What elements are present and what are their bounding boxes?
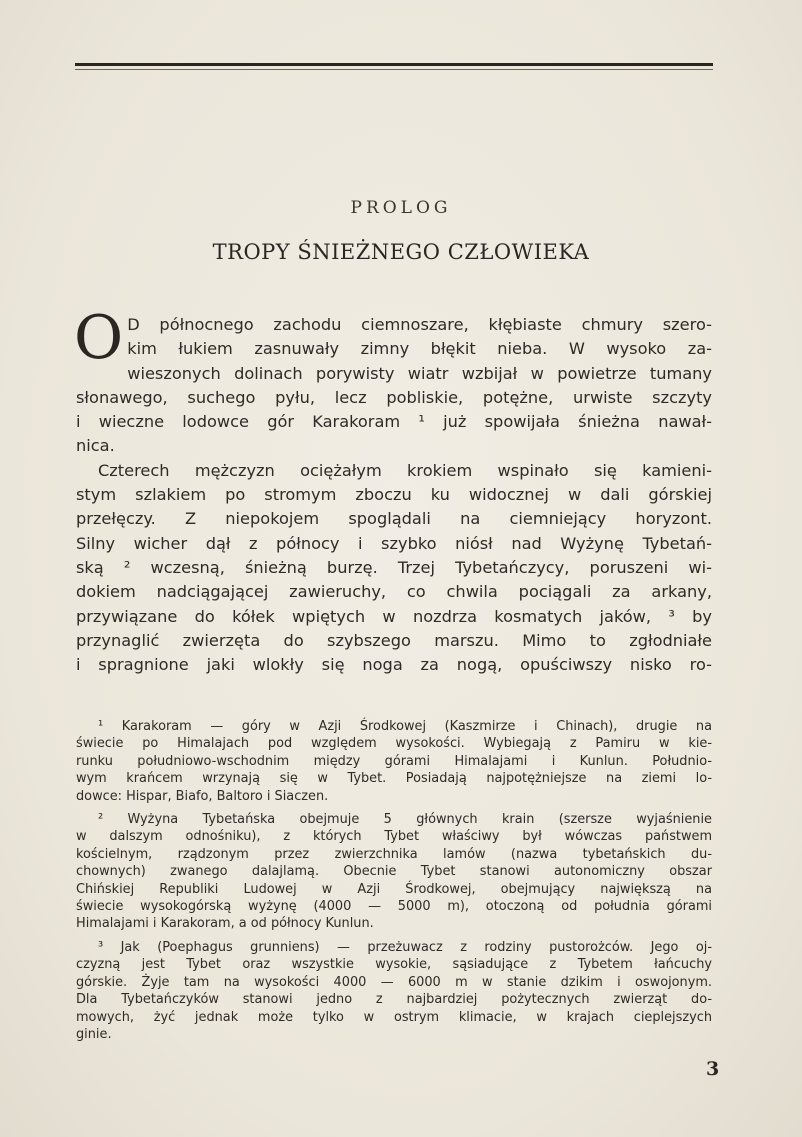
- footnote-line: dowce: Hispar, Biafo, Baltoro i Siaczen.: [76, 788, 329, 804]
- paragraph-1: [74, 303, 712, 459]
- text-line: dokiem nadciągającej zawieruchy, co chwila pociągali za arkany,: [76, 582, 712, 602]
- text-line: wieszonych dolinach porywisty wiatr wzbijał w powietrze tumany: [127, 363, 712, 383]
- text-line: i wieczne lodowce gór Karakoram ¹ już spowijała śnieżna nawał-: [76, 412, 712, 432]
- paragraph-2: [76, 459, 712, 678]
- main-text: [74, 303, 712, 677]
- footnote-line: runku południowo-wschodnim między górami Himalajami i Kunlun. Południo-: [76, 753, 712, 769]
- footnote-2: [76, 811, 712, 933]
- footnote-line: Chińskiej Republiki Ludowej w Azji Środkowej, obejmujący największą na: [76, 881, 712, 897]
- footnote-line: ³ Jak (Poephagus grunniens) — przeżuwacz z rodziny pustorożców. Jego oj-: [98, 939, 712, 955]
- footnote-line: mowych, żyć jednak może tylko w ostrym klimacie, w krajach cieplejszych: [76, 1009, 712, 1025]
- footnote-line: chownych) zwanego dalajlamą. Obecnie Tybet stanowi autonomiczny obszar: [76, 864, 712, 880]
- footnote-line: górskie. Żyje tam na wysokości 4000 — 6000 m w stanie dzikim i oswojonym.: [76, 974, 712, 990]
- text-line: przynaglić zwierzęta do szybszego marszu. Mimo to zgłodniałe: [76, 630, 712, 650]
- text-line: stym szlakiem po stromym zboczu ku widocznej w dali górskiej: [76, 485, 712, 505]
- text-line: przywiązane do kółek wpiętych w nozdrza kosmatych jaków, ³ by: [76, 606, 712, 626]
- footnote-line: czyzną jest Tybet oraz wszystkie wysokie, sąsiadujące z Tybetem łańcuchy: [76, 957, 712, 973]
- text-line: ską ² wczesną, śnieżną burzę. Trzej Tybetańczycy, poruszeni wi-: [76, 557, 712, 577]
- footnote-line: wym krańcem wrzynają się w Tybet. Posiadają najpotężniejsze na ziemi lo-: [76, 771, 712, 787]
- text-line: kim łukiem zasnuwały zimny błękit nieba. W wysoko za-: [127, 339, 712, 359]
- drop-cap: O: [74, 303, 124, 373]
- footnote-line: Himalajami i Karakoram, a od północy Kunlun.: [76, 916, 374, 932]
- footnote-3: [76, 939, 712, 1043]
- text-line: słonawego, suchego pyłu, lecz pobliskie, potężne, urwiste szczyty: [76, 387, 712, 407]
- chapter-title: TROPY ŚNIEŻNEGO CZŁOWIEKA: [212, 240, 590, 264]
- text-line: nica.: [76, 436, 115, 456]
- footnote-line: ginie.: [76, 1026, 112, 1042]
- footnote-1: [76, 718, 712, 805]
- text-line: przełęczy. Z niepokojem spoglądali na ciemniejący horyzont.: [76, 509, 712, 529]
- page-number: 3: [706, 1058, 720, 1080]
- text-line: i spragnione jaki wlokły się noga za nogą, opuściwszy nisko ro-: [76, 655, 712, 675]
- section-label: PROLOG: [350, 198, 452, 218]
- footnote-line: świecie wysokogórską wyżynę (4000 — 5000 m), otoczoną od południa górami: [76, 899, 712, 915]
- footnote-line: w dalszym odnośniku), z których Tybet właściwy był wówczas państwem: [76, 829, 712, 845]
- top-rule: [75, 63, 713, 66]
- footnote-line: Dla Tybetańczyków stanowi jedno z najbardziej pożytecznych zwierząt do-: [76, 992, 712, 1008]
- footnote-line: ¹ Karakoram — góry w Azji Środkowej (Kaszmirze i Chinach), drugie na: [98, 719, 712, 734]
- text-line: D północnego zachodu ciemnoszare, kłębiaste chmury szero-: [127, 315, 712, 334]
- footnotes: [76, 718, 712, 1049]
- footnote-line: kościelnym, rządzonym przez zwierzchnika lamów (nazwa tybetańskich du-: [76, 846, 712, 862]
- footnote-line: ² Wyżyna Tybetańska obejmuje 5 głównych krain (szersze wyjaśnienie: [98, 812, 712, 828]
- text-line: Czterech mężczyzn ociężałym krokiem wspinało się kamieni-: [98, 460, 712, 480]
- footnote-line: świecie po Himalajach pod względem wysokości. Wybiegają z Pamiru w kie-: [76, 736, 712, 752]
- text-line: Silny wicher dął z północy i szybko niósł nad Wyżynę Tybetań-: [76, 533, 712, 553]
